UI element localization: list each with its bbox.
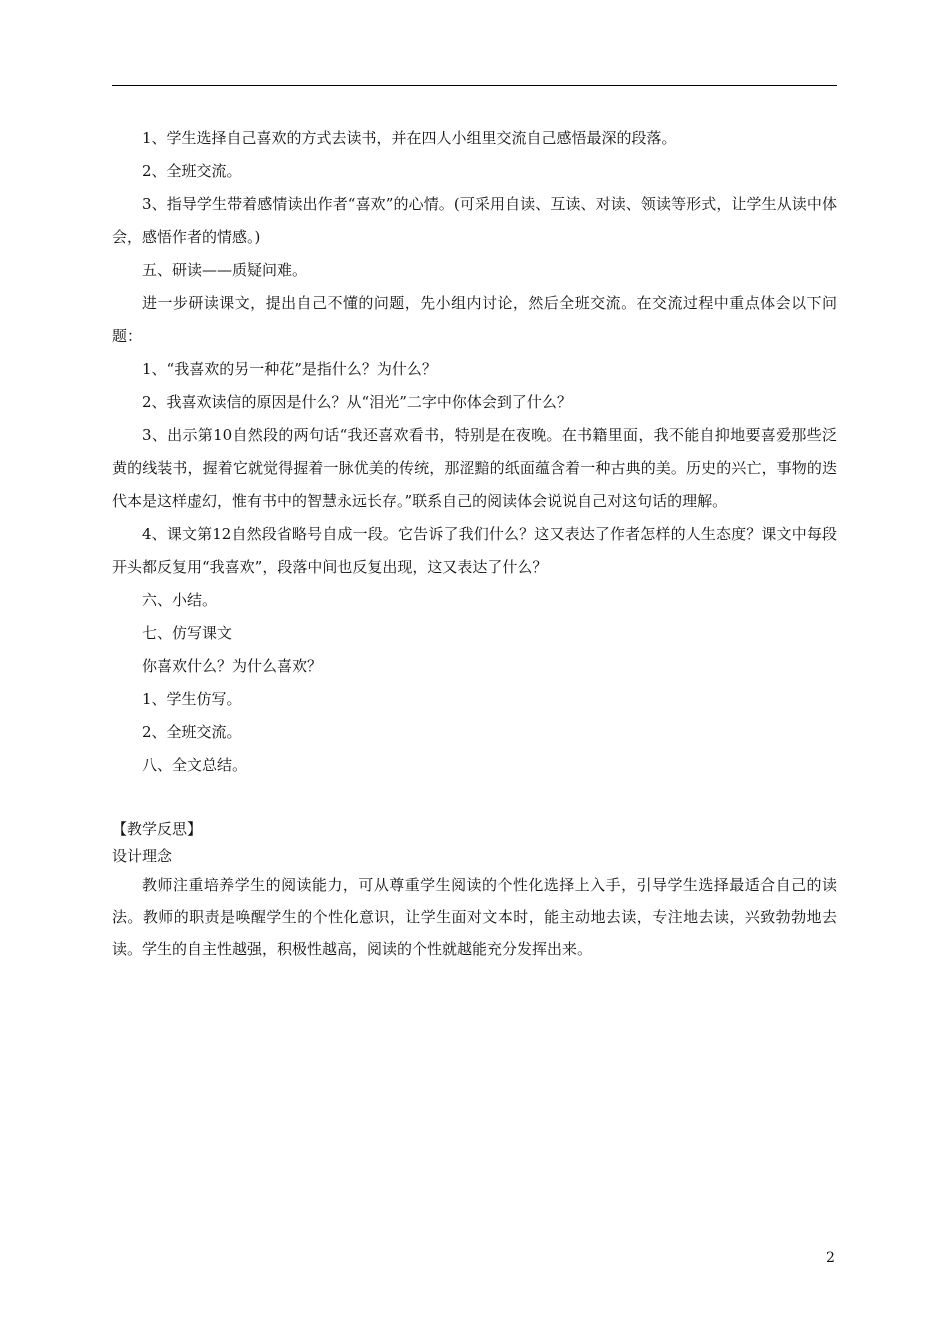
paragraph: 你喜欢什么？为什么喜欢？ bbox=[142, 657, 323, 675]
section-heading: 七、仿写课文 bbox=[142, 624, 233, 642]
header-rule bbox=[112, 85, 837, 86]
question-item: 1、“我喜欢的另一种花”是指什么？为什么？ bbox=[142, 360, 437, 378]
question-item: 4、课文第12自然段省略号自成一段。它告诉了我们什么？这又表达了作者怎样的人生态度？课文中每段开头都反复用“我喜欢”，段落中间也反复出现，这又表达了什么？ bbox=[112, 525, 837, 576]
paragraph: 进一步研读课文，提出自己不懂的问题，先小组内讨论，然后全班交流。在交流过程中重点体会以下问题： bbox=[112, 294, 837, 345]
paragraph: 2、全班交流。 bbox=[142, 723, 242, 741]
section-heading: 六、小结。 bbox=[142, 591, 218, 609]
document-body bbox=[112, 122, 837, 965]
paragraph: 1、学生选择自己喜欢的方式去读书，并在四人小组里交流自己感悟最深的段落。 bbox=[142, 129, 677, 147]
reflection-paragraph: 教师注重培养学生的阅读能力，可从尊重学生阅读的个性化选择上入手，引导学生选择最适合自己的读法。教师的职责是唤醒学生的个性化意识，让学生面对文本时，能主动地去读，专注地去读，兴致勃勃地去读。学生的自主性越强，积极性越高，阅读的个性就越能充分发挥出来。 bbox=[112, 876, 837, 958]
design-heading: 设计理念 bbox=[112, 847, 173, 865]
section-heading: 五、研读——质疑问难。 bbox=[142, 261, 308, 279]
question-item: 3、出示第10自然段的两句话“我还喜欢看书，特别是在夜晚。在书籍里面，我不能自抑地要喜爱那些泛黄的线装书，握着它就觉得握着一脉优美的传统，那涩黯的纸面蕴含着一种古典的美。历史的兴亡，事物的迭代本是这样虚幻，惟有书中的智慧永远长存。”联系自己的阅读体会说说自己对这句话的理解。 bbox=[112, 426, 837, 510]
section-heading: 八、全文总结。 bbox=[142, 756, 248, 774]
paragraph: 1、学生仿写。 bbox=[142, 690, 242, 708]
reflection-heading: 【教学反思】 bbox=[112, 820, 203, 838]
question-item: 2、我喜欢读信的原因是什么？从“泪光”二字中你体会到了什么？ bbox=[142, 393, 572, 411]
page-number: 2 bbox=[826, 1250, 835, 1266]
paragraph: 3、指导学生带着感情读出作者“喜欢”的心情。(可采用自读、互读、对读、领读等形式，让学生从读中体会，感悟作者的情感。) bbox=[112, 195, 837, 246]
paragraph: 2、全班交流。 bbox=[142, 162, 242, 180]
